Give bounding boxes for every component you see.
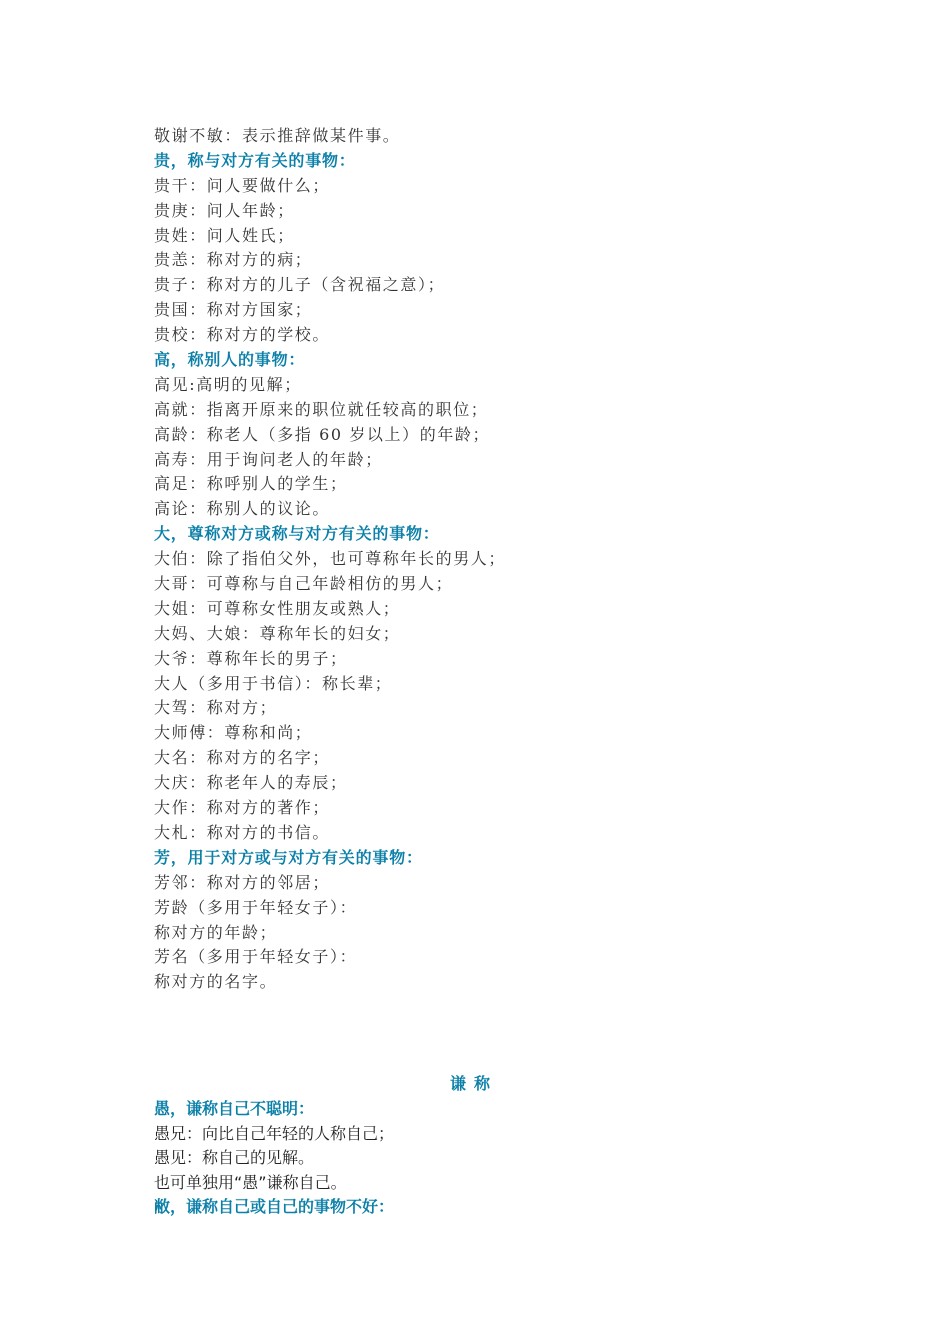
term-line: 高见:高明的见解； <box>154 374 302 394</box>
term-line: 贵恙：称对方的病； <box>154 250 313 270</box>
term-line: 贵庚：问人年龄； <box>154 200 295 220</box>
term-line: 贵干：问人要做什么； <box>154 175 331 195</box>
humble-terms-section <box>154 1071 854 1220</box>
term-line: 愚兄：向比自己年轻的人称自己； <box>154 1123 395 1143</box>
term-line: 贵国：称对方国家； <box>154 300 313 320</box>
term-line: 大伯：除了指伯父外，也可尊称年长的男人； <box>154 549 507 569</box>
term-line: 敬谢不敏：表示推辞做某件事。 <box>154 126 401 145</box>
term-line: 大爷：尊称年长的男子； <box>154 648 348 668</box>
category-heading: 高，称别人的事物： <box>154 350 306 370</box>
term-line: 高龄：称老人（多指 60 岁以上）的年龄； <box>154 424 491 444</box>
category-heading: 敝，谦称自己或自己的事物不好： <box>154 1197 395 1216</box>
term-line: 大作：称对方的著作； <box>154 798 331 818</box>
category-heading: 大，尊称对方或称与对方有关的事物： <box>154 524 440 544</box>
term-line: 大人（多用于书信）：称长辈； <box>154 673 393 693</box>
term-line: 高足：称呼别人的学生； <box>154 474 348 494</box>
term-line: 也可单独用“愚”谦称自己。 <box>154 1172 347 1192</box>
term-line: 大哥：可尊称与自己年龄相仿的男人； <box>154 574 454 594</box>
term-line: 大名：称对方的名字； <box>154 748 331 768</box>
document-body <box>154 124 854 995</box>
term-line: 大驾：称对方； <box>154 698 278 718</box>
term-line: 芳名（多用于年轻女子）： <box>154 947 358 967</box>
term-line: 愚见：称自己的见解。 <box>154 1148 315 1167</box>
category-heading: 愚，谦称自己不聪明： <box>154 1099 315 1118</box>
term-line: 大师傅：尊称和尚； <box>154 723 313 743</box>
term-line: 芳龄（多用于年轻女子）： <box>154 897 358 917</box>
term-line: 芳邻：称对方的邻居； <box>154 872 331 892</box>
term-line: 高寿：用于询问老人的年龄； <box>154 449 383 469</box>
category-heading: 贵，称与对方有关的事物： <box>154 150 356 170</box>
term-line: 贵子：称对方的儿子（含祝福之意）； <box>154 275 446 295</box>
term-line: 高就：指离开原来的职位就任较高的职位； <box>154 399 489 419</box>
humble-terms-list <box>154 1097 854 1220</box>
term-line: 称对方的名字。 <box>154 972 278 992</box>
term-line: 大姐：可尊称女性朋友或熟人； <box>154 598 401 618</box>
term-line: 大庆：称老年人的寿辰； <box>154 773 348 793</box>
term-line: 称对方的年龄； <box>154 922 278 942</box>
section-title: 谦称 <box>450 1074 499 1093</box>
category-heading: 芳，用于对方或与对方有关的事物： <box>154 847 423 867</box>
term-line: 大妈、大娘：尊称年长的妇女； <box>154 623 401 643</box>
term-line: 高论：称别人的议论。 <box>154 499 331 519</box>
term-line: 贵姓：问人姓氏； <box>154 225 295 245</box>
term-line: 贵校：称对方的学校。 <box>154 325 331 345</box>
term-line: 大札：称对方的书信。 <box>154 822 331 842</box>
